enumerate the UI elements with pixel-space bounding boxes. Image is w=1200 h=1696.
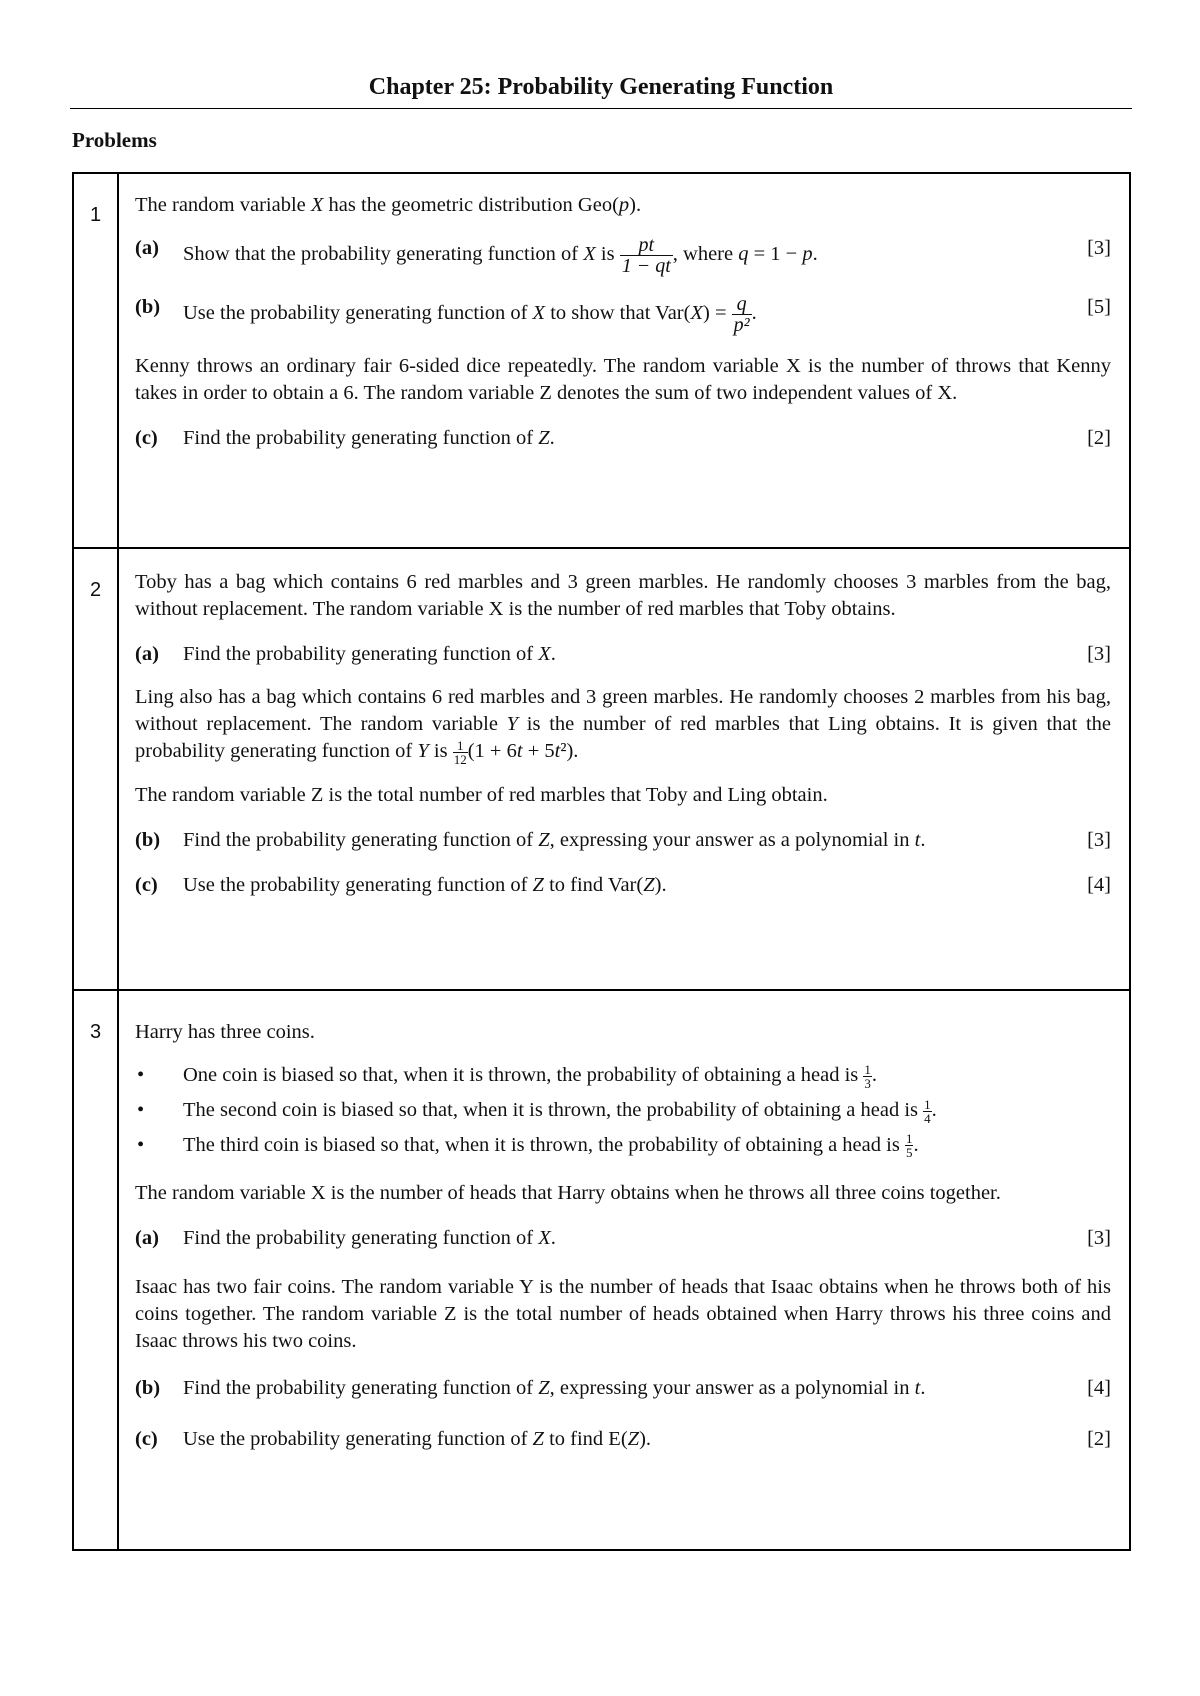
problem-part <box>135 1375 1111 1402</box>
part-marks: [3] <box>1087 643 1111 665</box>
part-marks: [4] <box>1087 873 1111 896</box>
problem-part <box>135 235 1111 276</box>
problem-intro: Toby has a bag which contains 6 red marbles and 3 green marbles. He randomly chooses 3 marbles from the bag, without replacement. The random variable X is the number of red marbles that Toby obtains. <box>135 571 1111 620</box>
part-label: (b) <box>135 1377 161 1400</box>
problem-part <box>135 641 1111 668</box>
problem-intro: Harry has three coins. <box>135 1021 315 1043</box>
problem-number: 2 <box>89 579 102 601</box>
part-marks: [5] <box>1087 296 1111 318</box>
part-label: (a) <box>135 643 159 665</box>
problem-row <box>73 548 1130 990</box>
problem-content <box>118 548 1130 990</box>
problem-intro: The random variable X has the geometric distribution Geo(p). <box>135 194 642 216</box>
problem-context: The random variable X is the number of heads that Harry obtains when he throws all three coins together. <box>135 1182 1001 1205</box>
part-text: Use the probability generating function of Z to find E(Z). <box>183 1428 652 1451</box>
problem-part <box>135 827 1111 854</box>
part-text: Find the probability generating function of Z, expressing your answer as a polynomial in t. <box>183 828 926 851</box>
part-text: Use the probability generating function of X to show that Var(X) = $\frac{q}{\text{p²}}$ . <box>183 293 757 336</box>
problem-context: The random variable Z is the total number of red marbles that Toby and Ling obtain. <box>135 783 828 806</box>
part-text: Find the probability generating function of Z. <box>183 427 555 449</box>
problem-number: 1 <box>89 204 102 226</box>
part-label: (c) <box>135 873 158 896</box>
bullet-list <box>135 1062 1111 1159</box>
fraction: $\frac{1}{4}$ <box>924 1096 931 1126</box>
problem-part <box>135 294 1111 335</box>
part-text: Find the probability generating function of X. <box>183 643 556 665</box>
bullet-item: • The third coin is biased so that, when it is thrown, the probability of obtaining a head is $\frac{1}{5}$ . <box>137 1131 919 1161</box>
title-rule <box>70 108 1132 109</box>
problem-context: Isaac has two fair coins. The random variable Y is the number of heads that Isaac obtains when he throws both of his coins together. The random variable Z is the total number of heads obtained when Harry throws his three coins and Isaac throws his two coins. <box>135 1276 1111 1353</box>
part-label: (c) <box>135 427 158 449</box>
part-marks: [3] <box>1087 828 1111 851</box>
problem-part <box>135 1225 1111 1252</box>
problems-table <box>72 172 1131 1551</box>
fraction: $\frac{1}{3}$ <box>864 1061 871 1091</box>
fraction: $\frac{pt}{1 - qt}$ <box>621 234 671 277</box>
part-label: (c) <box>135 1428 158 1451</box>
problem-row <box>73 173 1130 548</box>
problem-part <box>135 425 1111 452</box>
bullet-item: • The second coin is biased so that, when it is thrown, the probability of obtaining a head is $\frac{1}{4}$ . <box>137 1096 937 1126</box>
part-text: Find the probability generating function of X. <box>183 1227 556 1250</box>
part-marks: [3] <box>1087 1227 1111 1250</box>
part-marks: [2] <box>1087 1428 1111 1451</box>
problem-content <box>118 990 1130 1550</box>
part-marks: [2] <box>1087 427 1111 449</box>
part-text: Use the probability generating function of Z to find Var(Z). <box>183 873 667 896</box>
part-marks: [4] <box>1087 1377 1111 1400</box>
fraction: $\frac{q}{\text{p²}}$ <box>733 293 750 336</box>
bullet-item: • One coin is biased so that, when it is thrown, the probability of obtaining a head is $\frac{1}{3}$ . <box>137 1061 877 1091</box>
section-heading: Problems <box>72 128 157 152</box>
problem-number-cell <box>73 173 118 548</box>
fraction: $\frac{1}{12}$ <box>453 737 467 767</box>
part-text: Find the probability generating function of Z, expressing your answer as a polynomial in t. <box>183 1377 926 1400</box>
problem-content <box>118 173 1130 548</box>
page-title: Chapter 25: Probability Generating Function <box>368 74 834 100</box>
part-marks: [3] <box>1087 237 1111 259</box>
problem-number: 3 <box>89 1021 102 1043</box>
part-label: (b) <box>135 828 161 851</box>
part-label: (b) <box>135 296 161 318</box>
problem-number-cell <box>73 990 118 1550</box>
part-label: (a) <box>135 237 159 259</box>
part-label: (a) <box>135 1227 159 1250</box>
fraction: $\frac{1}{5}$ <box>905 1131 913 1161</box>
problem-part <box>135 872 1111 899</box>
problem-row <box>73 990 1130 1550</box>
problem-context: Kenny throws an ordinary fair 6-sided dice repeatedly. The random variable X is the number of throws that Kenny takes in order to obtain a 6. The random variable Z denotes the sum of two independent values of X. <box>135 355 1111 404</box>
problem-part <box>135 1426 1111 1453</box>
part-text: Show that the probability generating function of X is $\frac{pt}{1 - qt}$ , where q = 1 − p. <box>183 234 818 277</box>
problem-context: Ling also has a bag which contains 6 red marbles and 3 green marbles. He randomly chooses 2 marbles from his bag, without replacement. The random variable Y is the number of red marbles that Ling obtains. It is given that the probability generating function of Y is $\frac{1}{12}$ (1 + 6t + 5t²). <box>135 686 1111 767</box>
problem-number-cell <box>73 548 118 990</box>
